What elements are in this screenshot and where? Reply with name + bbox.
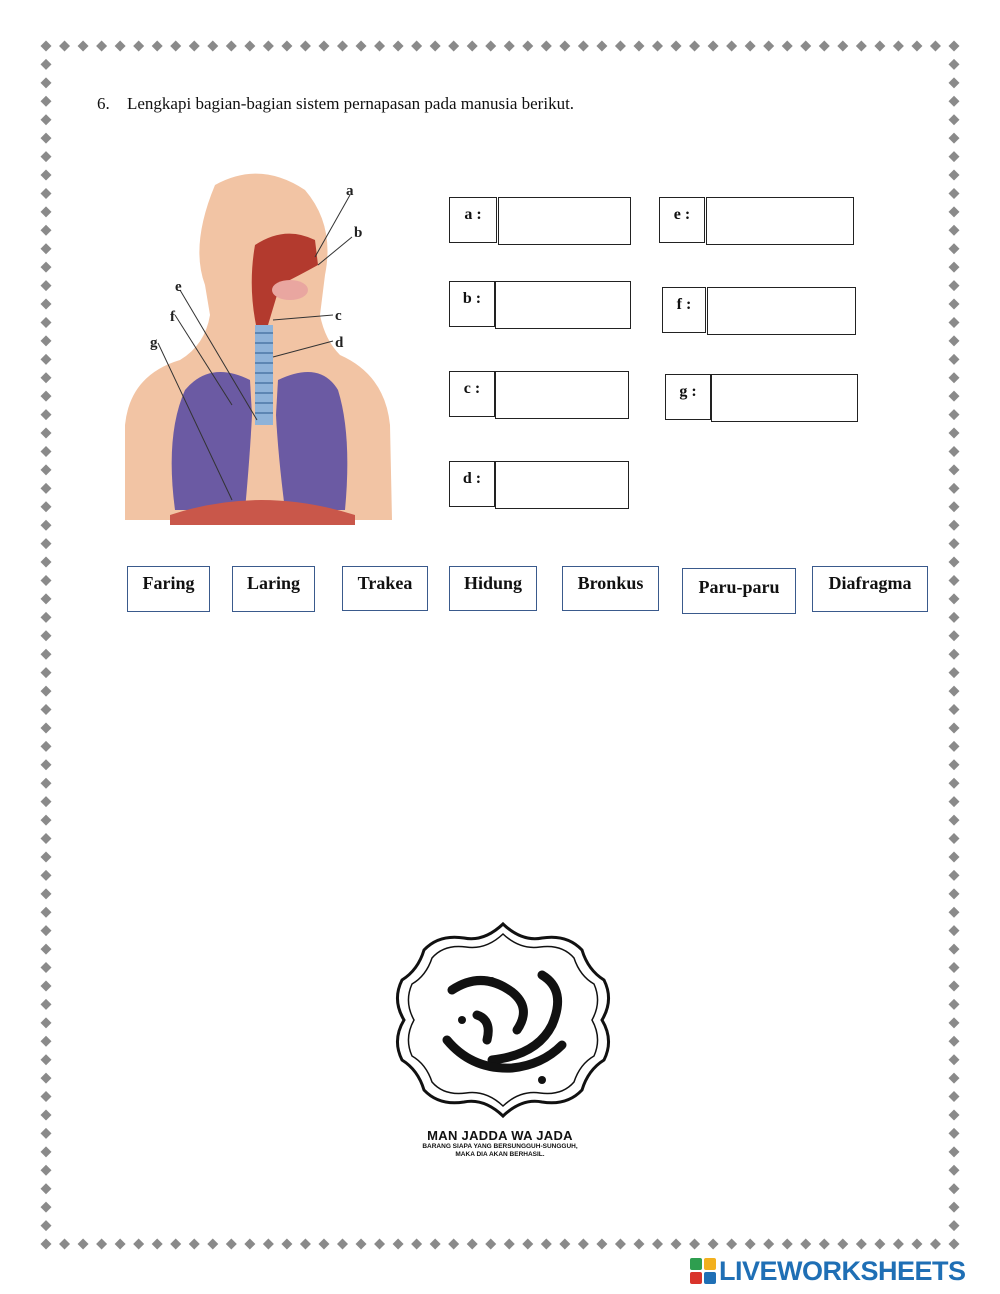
border-diamond xyxy=(41,870,52,881)
border-diamond xyxy=(745,1239,756,1250)
border-diamond xyxy=(856,1239,867,1250)
border-diamond xyxy=(41,299,52,310)
border-diamond xyxy=(41,704,52,715)
border-diamond xyxy=(41,446,52,457)
border-diamond xyxy=(819,1239,830,1250)
border-diamond xyxy=(726,1239,737,1250)
border-diamond xyxy=(244,1239,255,1250)
border-diamond xyxy=(949,151,960,162)
border-diamond xyxy=(467,1239,478,1250)
border-diamond xyxy=(874,41,885,52)
border-diamond xyxy=(949,778,960,789)
border-diamond xyxy=(949,925,960,936)
border-diamond xyxy=(949,907,960,918)
border-diamond xyxy=(689,41,700,52)
border-diamond xyxy=(949,225,960,236)
border-diamond xyxy=(244,41,255,52)
border-diamond xyxy=(41,483,52,494)
border-diamond xyxy=(726,41,737,52)
border-diamond xyxy=(59,1239,70,1250)
border-diamond xyxy=(541,41,552,52)
border-diamond xyxy=(152,1239,163,1250)
border-diamond xyxy=(41,1202,52,1213)
border-diamond xyxy=(949,1091,960,1102)
border-diamond xyxy=(78,41,89,52)
border-diamond xyxy=(708,1239,719,1250)
motto-line-2: MAKA DIA AKAN BERHASIL. xyxy=(455,1151,545,1158)
border-diamond xyxy=(949,1036,960,1047)
border-diamond xyxy=(41,575,52,586)
border-diamond xyxy=(41,962,52,973)
border-diamond xyxy=(596,41,607,52)
border-diamond xyxy=(41,1054,52,1065)
border-diamond xyxy=(59,41,70,52)
border-diamond xyxy=(745,41,756,52)
border-diamond xyxy=(318,41,329,52)
border-diamond xyxy=(949,520,960,531)
border-diamond xyxy=(41,1109,52,1120)
diagram-label-d: d xyxy=(335,335,344,351)
border-diamond xyxy=(949,1146,960,1157)
border-diamond xyxy=(949,759,960,770)
border-diamond xyxy=(949,796,960,807)
border-diamond xyxy=(559,41,570,52)
border-diamond xyxy=(41,833,52,844)
border-diamond xyxy=(448,41,459,52)
border-diamond xyxy=(949,317,960,328)
border-diamond xyxy=(578,1239,589,1250)
border-diamond xyxy=(41,59,52,70)
border-diamond xyxy=(133,1239,144,1250)
border-diamond xyxy=(949,999,960,1010)
liveworksheets-brand[interactable] xyxy=(690,1254,966,1288)
border-diamond xyxy=(949,206,960,217)
border-diamond xyxy=(949,133,960,144)
border-diamond xyxy=(226,41,237,52)
word-chip-bronkus[interactable]: Bronkus xyxy=(562,566,659,611)
border-diamond xyxy=(41,907,52,918)
border-diamond xyxy=(949,944,960,955)
border-diamond xyxy=(41,317,52,328)
border-diamond xyxy=(281,1239,292,1250)
border-diamond xyxy=(41,1036,52,1047)
border-diamond xyxy=(41,630,52,641)
slot-label-g: g : xyxy=(665,374,711,420)
border-diamond xyxy=(949,815,960,826)
border-diamond xyxy=(949,1239,960,1250)
border-diamond xyxy=(41,464,52,475)
border-diamond xyxy=(949,114,960,125)
border-diamond xyxy=(949,1017,960,1028)
border-diamond xyxy=(41,170,52,181)
border-diamond xyxy=(949,1109,960,1120)
border-diamond xyxy=(615,1239,626,1250)
border-diamond xyxy=(41,354,52,365)
answer-box-f[interactable] xyxy=(707,287,856,335)
answer-box-d[interactable] xyxy=(495,461,629,509)
border-diamond xyxy=(133,41,144,52)
border-diamond xyxy=(318,1239,329,1250)
border-diamond xyxy=(949,188,960,199)
border-diamond xyxy=(41,778,52,789)
border-diamond xyxy=(949,243,960,254)
border-diamond xyxy=(41,944,52,955)
border-diamond xyxy=(949,833,960,844)
border-diamond xyxy=(41,980,52,991)
border-diamond xyxy=(41,722,52,733)
border-diamond xyxy=(41,77,52,88)
word-chip-hidung[interactable]: Hidung xyxy=(449,566,537,611)
border-diamond xyxy=(41,280,52,291)
border-diamond xyxy=(170,1239,181,1250)
border-diamond xyxy=(41,151,52,162)
border-diamond xyxy=(949,557,960,568)
border-diamond xyxy=(949,354,960,365)
border-diamond xyxy=(949,851,960,862)
border-diamond xyxy=(949,446,960,457)
border-diamond xyxy=(41,1220,52,1231)
border-diamond xyxy=(652,41,663,52)
border-diamond xyxy=(652,1239,663,1250)
border-diamond xyxy=(41,925,52,936)
border-diamond xyxy=(541,1239,552,1250)
border-diamond xyxy=(485,1239,496,1250)
border-diamond xyxy=(41,1183,52,1194)
calligraphy-emblem-icon xyxy=(392,920,614,1120)
border-diamond xyxy=(800,1239,811,1250)
border-diamond xyxy=(41,1091,52,1102)
border-diamond xyxy=(559,1239,570,1250)
border-diamond xyxy=(41,520,52,531)
border-diamond xyxy=(356,41,367,52)
border-diamond xyxy=(949,391,960,402)
answer-box-e[interactable] xyxy=(706,197,854,245)
border-diamond xyxy=(633,41,644,52)
border-diamond xyxy=(41,667,52,678)
border-diamond xyxy=(41,759,52,770)
border-diamond xyxy=(949,538,960,549)
border-diamond xyxy=(96,41,107,52)
border-diamond xyxy=(41,335,52,346)
border-diamond xyxy=(41,741,52,752)
slot-label-f: f : xyxy=(662,287,706,333)
border-diamond xyxy=(596,1239,607,1250)
border-diamond xyxy=(393,41,404,52)
border-diamond xyxy=(41,409,52,420)
border-diamond xyxy=(949,612,960,623)
border-diamond xyxy=(41,96,52,107)
word-chip-laring[interactable]: Laring xyxy=(232,566,315,612)
border-diamond xyxy=(300,1239,311,1250)
border-diamond xyxy=(41,1017,52,1028)
border-diamond xyxy=(949,96,960,107)
border-diamond xyxy=(949,741,960,752)
border-diamond xyxy=(522,1239,533,1250)
border-diamond xyxy=(949,299,960,310)
answer-box-g[interactable] xyxy=(711,374,858,422)
border-diamond xyxy=(819,41,830,52)
border-diamond xyxy=(411,41,422,52)
border-diamond xyxy=(949,593,960,604)
border-diamond xyxy=(763,1239,774,1250)
border-diamond xyxy=(337,41,348,52)
border-diamond xyxy=(207,1239,218,1250)
slot-label-a: a : xyxy=(449,197,497,243)
border-diamond xyxy=(41,815,52,826)
border-diamond xyxy=(949,667,960,678)
border-diamond xyxy=(522,41,533,52)
word-chip-paru-paru[interactable]: Paru-paru xyxy=(682,568,796,614)
border-diamond xyxy=(281,41,292,52)
border-diamond xyxy=(226,1239,237,1250)
border-diamond xyxy=(41,428,52,439)
border-diamond xyxy=(671,1239,682,1250)
border-diamond xyxy=(41,243,52,254)
motto-line-1: BARANG SIAPA YANG BERSUNGGUH-SUNGGUH, xyxy=(422,1143,578,1150)
border-diamond xyxy=(41,612,52,623)
border-diamond xyxy=(949,464,960,475)
border-diamond xyxy=(115,1239,126,1250)
border-diamond xyxy=(689,1239,700,1250)
border-diamond xyxy=(949,280,960,291)
border-diamond xyxy=(41,1146,52,1157)
border-diamond xyxy=(949,409,960,420)
border-diamond xyxy=(41,796,52,807)
border-diamond xyxy=(949,649,960,660)
border-diamond xyxy=(763,41,774,52)
border-diamond xyxy=(41,1128,52,1139)
border-diamond xyxy=(874,1239,885,1250)
respiratory-system-diagram xyxy=(120,165,400,525)
brand-name: LIVEWORKSHEETS xyxy=(719,1255,966,1286)
question-prompt: Lengkapi bagian-bagian sistem pernapasan pada manusia berikut. xyxy=(127,94,575,113)
border-diamond xyxy=(430,41,441,52)
border-diamond xyxy=(430,1239,441,1250)
border-diamond xyxy=(800,41,811,52)
border-diamond xyxy=(374,41,385,52)
border-diamond xyxy=(485,41,496,52)
diagram-label-c: c xyxy=(335,308,342,324)
border-diamond xyxy=(782,41,793,52)
border-diamond xyxy=(41,501,52,512)
border-diamond xyxy=(41,114,52,125)
border-diamond xyxy=(949,372,960,383)
border-diamond xyxy=(41,686,52,697)
question-number: 6. xyxy=(97,94,110,113)
diagram-label-f: f xyxy=(170,309,175,325)
border-diamond xyxy=(578,41,589,52)
word-chip-trakea[interactable]: Trakea xyxy=(342,566,428,611)
border-diamond xyxy=(949,1073,960,1084)
border-diamond xyxy=(949,1165,960,1176)
border-diamond xyxy=(41,999,52,1010)
border-diamond xyxy=(949,1220,960,1231)
border-diamond xyxy=(41,206,52,217)
border-diamond xyxy=(41,538,52,549)
border-diamond xyxy=(949,59,960,70)
border-diamond xyxy=(949,1183,960,1194)
answer-box-b[interactable] xyxy=(495,281,631,329)
border-diamond xyxy=(152,41,163,52)
border-diamond xyxy=(337,1239,348,1250)
border-diamond xyxy=(411,1239,422,1250)
border-diamond xyxy=(949,483,960,494)
border-diamond xyxy=(41,1073,52,1084)
border-diamond xyxy=(633,1239,644,1250)
border-diamond xyxy=(189,41,200,52)
border-diamond xyxy=(911,1239,922,1250)
border-diamond xyxy=(263,1239,274,1250)
border-diamond xyxy=(930,1239,941,1250)
border-diamond xyxy=(41,372,52,383)
border-diamond xyxy=(41,391,52,402)
border-diamond xyxy=(41,1239,52,1250)
border-diamond xyxy=(949,722,960,733)
motto-title: MAN JADDA WA JADA xyxy=(427,1128,573,1143)
slot-label-c: c : xyxy=(449,371,495,417)
diagram-label-g: g xyxy=(150,335,158,351)
border-diamond xyxy=(41,188,52,199)
word-chip-faring[interactable]: Faring xyxy=(127,566,210,612)
border-diamond xyxy=(671,41,682,52)
border-diamond xyxy=(41,649,52,660)
diagram-label-b: b xyxy=(354,225,363,241)
border-diamond xyxy=(893,41,904,52)
border-diamond xyxy=(837,41,848,52)
border-diamond xyxy=(41,888,52,899)
border-diamond xyxy=(504,1239,515,1250)
border-diamond xyxy=(949,630,960,641)
slot-label-e: e : xyxy=(659,197,705,243)
border-diamond xyxy=(374,1239,385,1250)
border-diamond xyxy=(115,41,126,52)
border-diamond xyxy=(930,41,941,52)
border-diamond xyxy=(189,1239,200,1250)
border-diamond xyxy=(949,870,960,881)
border-diamond xyxy=(708,41,719,52)
border-diamond xyxy=(615,41,626,52)
border-diamond xyxy=(949,262,960,273)
border-diamond xyxy=(207,41,218,52)
border-diamond xyxy=(949,686,960,697)
border-diamond xyxy=(782,1239,793,1250)
border-diamond xyxy=(949,41,960,52)
word-chip-diafragma[interactable]: Diafragma xyxy=(812,566,928,612)
motto xyxy=(380,1128,620,1159)
border-diamond xyxy=(393,1239,404,1250)
border-diamond xyxy=(263,41,274,52)
border-diamond xyxy=(467,41,478,52)
border-diamond xyxy=(300,41,311,52)
question-text xyxy=(97,94,574,114)
border-diamond xyxy=(41,593,52,604)
border-diamond xyxy=(41,41,52,52)
border-diamond xyxy=(893,1239,904,1250)
border-diamond xyxy=(41,133,52,144)
slot-label-d: d : xyxy=(449,461,495,507)
border-diamond xyxy=(41,262,52,273)
border-diamond xyxy=(949,170,960,181)
border-diamond xyxy=(170,41,181,52)
border-diamond xyxy=(949,1202,960,1213)
border-diamond xyxy=(41,225,52,236)
answer-box-c[interactable] xyxy=(495,371,629,419)
border-diamond xyxy=(448,1239,459,1250)
border-diamond xyxy=(856,41,867,52)
border-diamond xyxy=(96,1239,107,1250)
border-diamond xyxy=(949,428,960,439)
border-diamond xyxy=(78,1239,89,1250)
diagram-label-a: a xyxy=(346,183,354,199)
border-diamond xyxy=(949,575,960,586)
answer-box-a[interactable] xyxy=(498,197,631,245)
border-diamond xyxy=(41,557,52,568)
border-diamond xyxy=(949,77,960,88)
border-diamond xyxy=(911,41,922,52)
liveworksheets-logo-icon xyxy=(690,1258,716,1284)
border-diamond xyxy=(949,1054,960,1065)
diagram-label-e: e xyxy=(175,279,182,295)
border-diamond xyxy=(949,962,960,973)
slot-label-b: b : xyxy=(449,281,495,327)
border-diamond xyxy=(41,851,52,862)
border-diamond xyxy=(949,1128,960,1139)
border-diamond xyxy=(949,335,960,346)
border-diamond xyxy=(356,1239,367,1250)
border-diamond xyxy=(949,501,960,512)
border-diamond xyxy=(41,1165,52,1176)
border-diamond xyxy=(949,704,960,715)
border-diamond xyxy=(949,980,960,991)
border-diamond xyxy=(837,1239,848,1250)
border-diamond xyxy=(504,41,515,52)
border-diamond xyxy=(949,888,960,899)
